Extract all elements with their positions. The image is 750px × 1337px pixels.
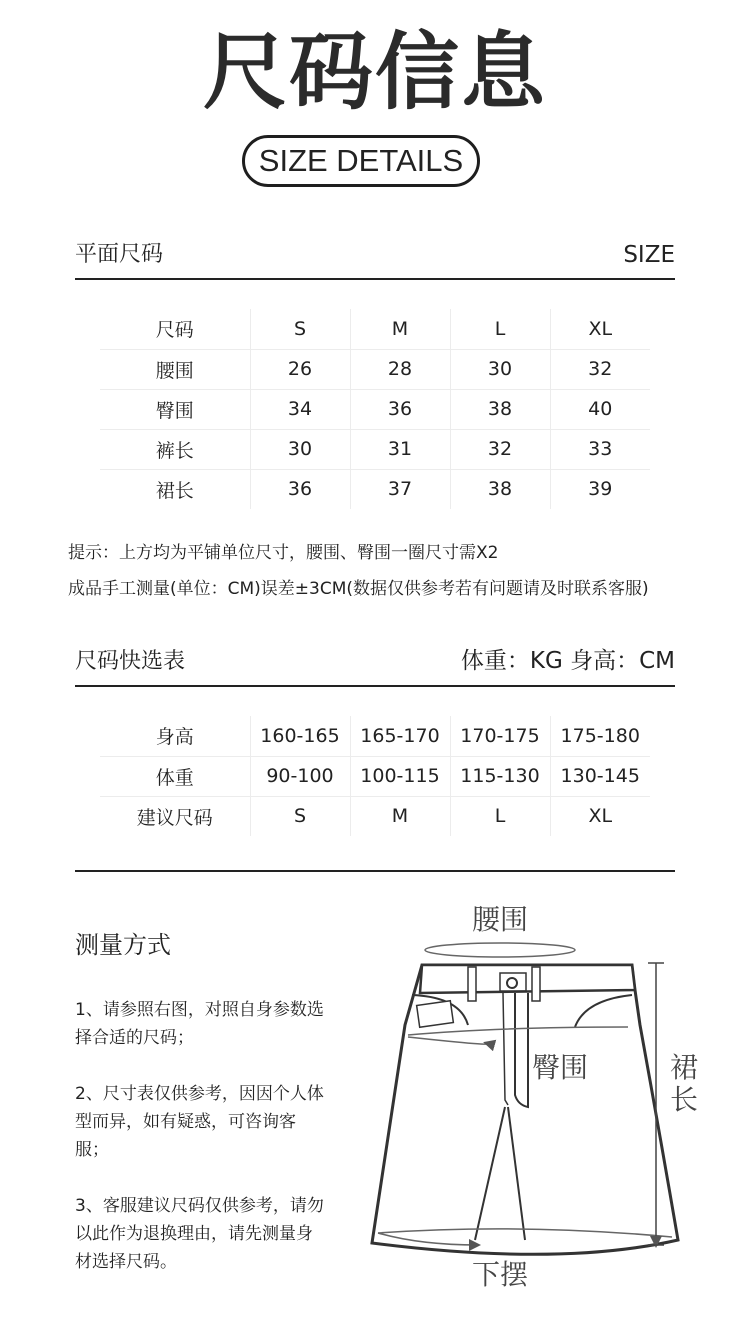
table-cell: L bbox=[450, 796, 550, 836]
size-note-1: 提示：上方均为平铺单位尺寸，腰围、臀围一圈尺寸需X2 bbox=[68, 543, 499, 563]
table-cell: 30 bbox=[450, 349, 550, 389]
measure-step-1: 1、请参照右图，对照自身参数选择合适的尺码； bbox=[75, 1000, 324, 1048]
table-cell: 170-175 bbox=[450, 716, 550, 756]
table-cell: 尺码 bbox=[100, 309, 250, 349]
table-cell: 36 bbox=[350, 389, 450, 429]
table-cell: 175-180 bbox=[550, 716, 650, 756]
measure-step-3: 3、客服建议尺码仅供参考，请勿以此作为退换理由，请先测量身材选择尺码。 bbox=[75, 1196, 324, 1272]
page-title: 尺码信息 bbox=[202, 23, 547, 121]
measure-step-2: 2、尺寸表仅供参考，因因个人体型而异，如有疑惑，可咨询客服； bbox=[75, 1084, 324, 1160]
belt-loop bbox=[532, 967, 540, 1001]
table-cell: S bbox=[250, 309, 350, 349]
table-cell: 30 bbox=[250, 429, 350, 469]
flat-size-heading: 平面尺码 bbox=[75, 242, 164, 267]
table-row bbox=[100, 796, 650, 836]
table-cell: M bbox=[350, 796, 450, 836]
quick-size-header bbox=[75, 642, 675, 687]
table-cell: 建议尺码 bbox=[136, 806, 213, 829]
skirt-measure-diagram bbox=[360, 895, 740, 1315]
table-cell: M bbox=[350, 309, 450, 349]
quick-size-heading: 尺码快选表 bbox=[75, 649, 186, 674]
table-cell: 40 bbox=[550, 389, 650, 429]
table-cell: 臀围 bbox=[100, 389, 250, 429]
section-divider bbox=[75, 870, 675, 872]
table-cell: 体重 bbox=[100, 756, 250, 796]
page-subtitle-badge: SIZE DETAILS bbox=[242, 135, 480, 187]
table-cell: 31 bbox=[350, 429, 450, 469]
table-row bbox=[100, 429, 650, 469]
waist-measure-line bbox=[425, 943, 575, 957]
table-cell: 裤长 bbox=[100, 429, 250, 469]
table-cell: 165-170 bbox=[350, 716, 450, 756]
size-note-2: 成品手工测量(单位：CM)误差±3CM(数据仅供参考若有问题请及时联系客服) bbox=[68, 579, 649, 599]
table-cell: L bbox=[450, 309, 550, 349]
measure-title: 测量方式 bbox=[75, 931, 171, 959]
table-cell: 腰围 bbox=[100, 349, 250, 389]
length-label-top: 裙 bbox=[670, 1051, 699, 1084]
table-row bbox=[100, 349, 650, 389]
flat-size-header bbox=[75, 235, 675, 280]
skirt-waistband bbox=[420, 965, 635, 993]
hem-label: 下摆 bbox=[472, 1258, 529, 1291]
table-cell: 32 bbox=[550, 349, 650, 389]
hip-label: 臀围 bbox=[532, 1051, 589, 1084]
table-cell: 34 bbox=[250, 389, 350, 429]
table-header-row bbox=[100, 309, 650, 349]
table-cell: XL bbox=[550, 796, 650, 836]
table-row bbox=[100, 469, 650, 509]
table-row bbox=[100, 756, 650, 796]
length-label-bottom: 长 bbox=[670, 1083, 699, 1116]
table-cell: 32 bbox=[450, 429, 550, 469]
table-cell: 37 bbox=[350, 469, 450, 509]
table-cell: 90-100 bbox=[250, 756, 350, 796]
belt-loop bbox=[468, 967, 476, 1001]
flat-size-heading-right: SIZE bbox=[623, 242, 675, 268]
table-cell: 115-130 bbox=[450, 756, 550, 796]
table-cell: 33 bbox=[550, 429, 650, 469]
table-cell: 36 bbox=[250, 469, 350, 509]
waist-label: 腰围 bbox=[472, 903, 529, 936]
table-cell: 38 bbox=[450, 389, 550, 429]
table-row bbox=[100, 389, 650, 429]
table-cell: 38 bbox=[450, 469, 550, 509]
table-cell: 100-115 bbox=[350, 756, 450, 796]
table-cell: S bbox=[250, 796, 350, 836]
table-cell: 28 bbox=[350, 349, 450, 389]
quick-size-heading-right: 体重：KG 身高：CM bbox=[460, 648, 675, 674]
skirt-button bbox=[507, 978, 517, 988]
table-cell: 39 bbox=[550, 469, 650, 509]
table-row bbox=[100, 716, 650, 756]
flat-size-table bbox=[100, 309, 650, 509]
table-cell: 26 bbox=[250, 349, 350, 389]
table-cell: XL bbox=[550, 309, 650, 349]
table-cell: 160-165 bbox=[250, 716, 350, 756]
quick-size-table bbox=[100, 716, 650, 836]
table-cell: 身高 bbox=[100, 716, 250, 756]
table-cell: 裙长 bbox=[155, 479, 194, 502]
table-cell: 130-145 bbox=[550, 756, 650, 796]
